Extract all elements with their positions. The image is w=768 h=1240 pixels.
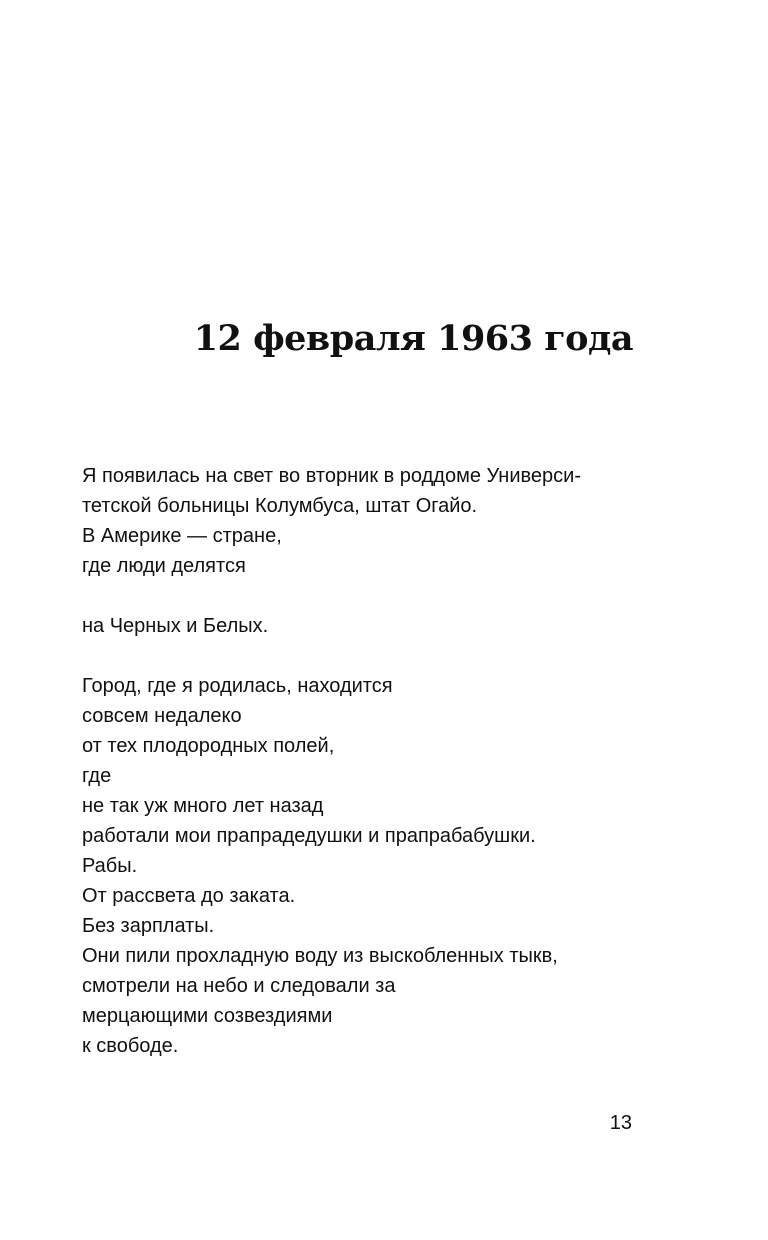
stanza-gap: [82, 581, 642, 611]
text-line: на Черных и Белых.: [82, 615, 269, 637]
stanza-gap: [82, 641, 642, 671]
text-line: От рассвета до заката.: [82, 885, 296, 907]
text-line: работали мои прапрадедушки и прапрабабушки.: [82, 825, 536, 847]
page-number: 13: [609, 1112, 632, 1134]
text-line: Рабы.: [82, 855, 138, 877]
text-line: где люди делятся: [82, 555, 246, 577]
text-line: смотрели на небо и следовали за: [82, 975, 396, 997]
text-line: к свободе.: [82, 1035, 179, 1057]
text-line: от тех плодородных полей,: [82, 735, 335, 757]
text-line: Город, где я родилась, находится: [82, 675, 393, 697]
text-line: где: [82, 765, 112, 787]
text-line: В Америке — стране,: [82, 525, 282, 547]
text-line: совсем недалеко: [82, 705, 242, 727]
text-line: Они пили прохладную воду из выскобленных тыкв,: [82, 945, 558, 967]
text-line: мерцающими созвездиями: [82, 1005, 333, 1027]
poem-text: [82, 461, 642, 1061]
text-line: Без зарплаты.: [82, 915, 215, 937]
text-line: не так уж много лет назад: [82, 795, 324, 817]
text-line: Я появилась на свет во вторник в роддоме Универси-: [82, 465, 582, 487]
text-line: тетской больницы Колумбуса, штат Огайо.: [82, 495, 478, 517]
chapter-title: 12 февраля 1963 года: [193, 318, 633, 359]
